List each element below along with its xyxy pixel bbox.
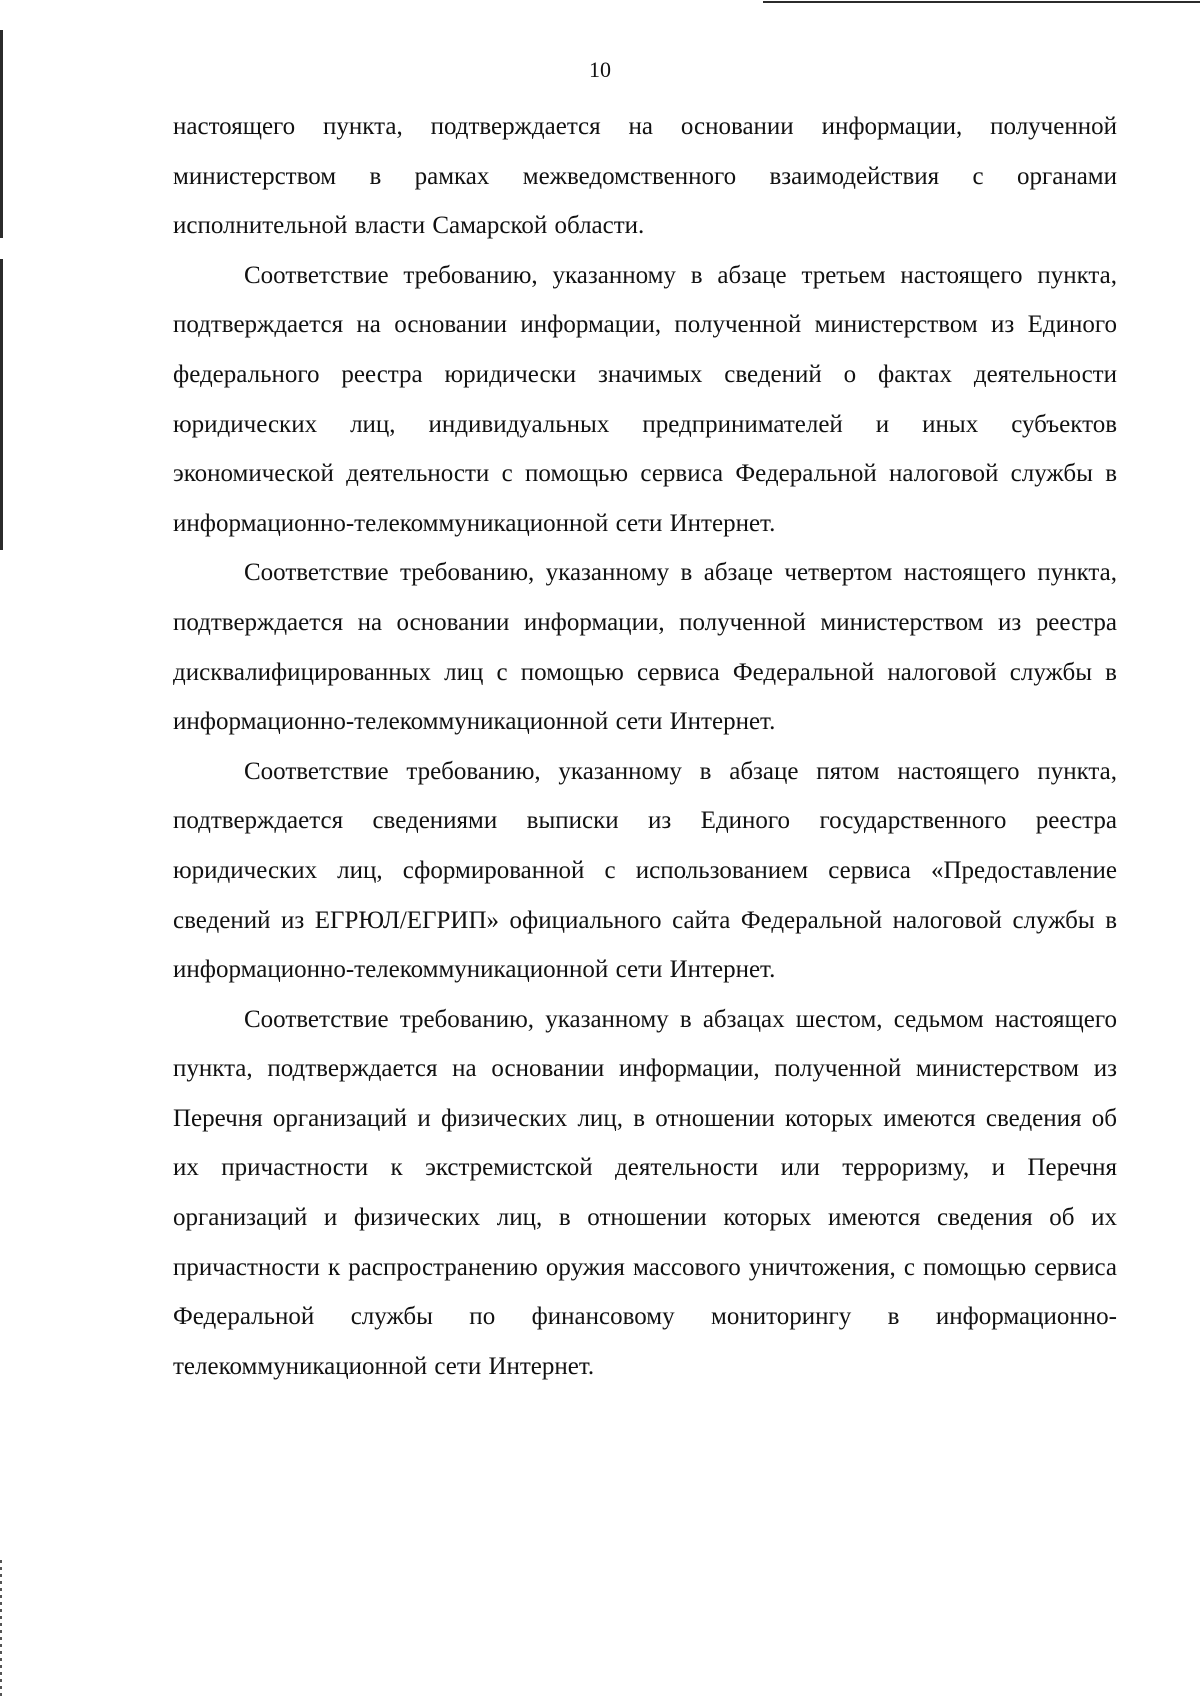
page-number: 10 xyxy=(589,57,611,82)
paragraph-requirement-4: Соответствие требованию, указанному в абзаце четвертом настоящего пункта, подтверждается на основании информации, полученной министерством из реестра дисквалифицированных лиц с помощью сервиса Федеральной налоговой службы в информационно-телекоммуникационной сети Интернет. xyxy=(173,559,1117,736)
scan-artifact-line xyxy=(763,1,1200,3)
scan-artifact-margin xyxy=(0,30,3,550)
paragraph-requirement-6-7: Соответствие требованию, указанному в абзацах шестом, седьмом настоящего пункта, подтверждается на основании информации, полученной министерством из Перечня организаций и физических лиц, в отношении которых имеются сведения об их причастности к экстремистской деятельности или терроризму, и Перечня организаций и физических лиц, в отношении которых имеются сведения об их причастности к распространению оружия массового уничтожения, с помощью сервиса Федеральной службы по финансовому мониторингу в информационно-телекоммуникационной сети Интернет. xyxy=(173,1005,1117,1380)
paragraph-requirement-5: Соответствие требованию, указанному в абзаце пятом настоящего пункта, подтверждается сведениями выписки из Единого государственного реестра юридических лиц, сформированной с использованием сервиса «Предоставление сведений из ЕГРЮЛ/ЕГРИП» официального сайта Федеральной налоговой службы в информационно-телекоммуникационной сети Интернет. xyxy=(173,757,1117,984)
scan-artifact-margin-bottom xyxy=(0,1560,2,1697)
document-body xyxy=(173,102,1117,1391)
paragraph-continuation: настоящего пункта, подтверждается на основании информации, полученной министерством в рамках межведомственного взаимодействия с органами исполнительной власти Самарской области. xyxy=(173,113,1117,240)
paragraph-requirement-3: Соответствие требованию, указанному в абзаце третьем настоящего пункта, подтверждается на основании информации, полученной министерством из Единого федерального реестра юридически значимых сведений о фактах деятельности юридических лиц, индивидуальных предпринимателей и иных субъектов экономической деятельности с помощью сервиса Федеральной налоговой службы в информационно-телекоммуникационной сети Интернет. xyxy=(173,261,1117,537)
